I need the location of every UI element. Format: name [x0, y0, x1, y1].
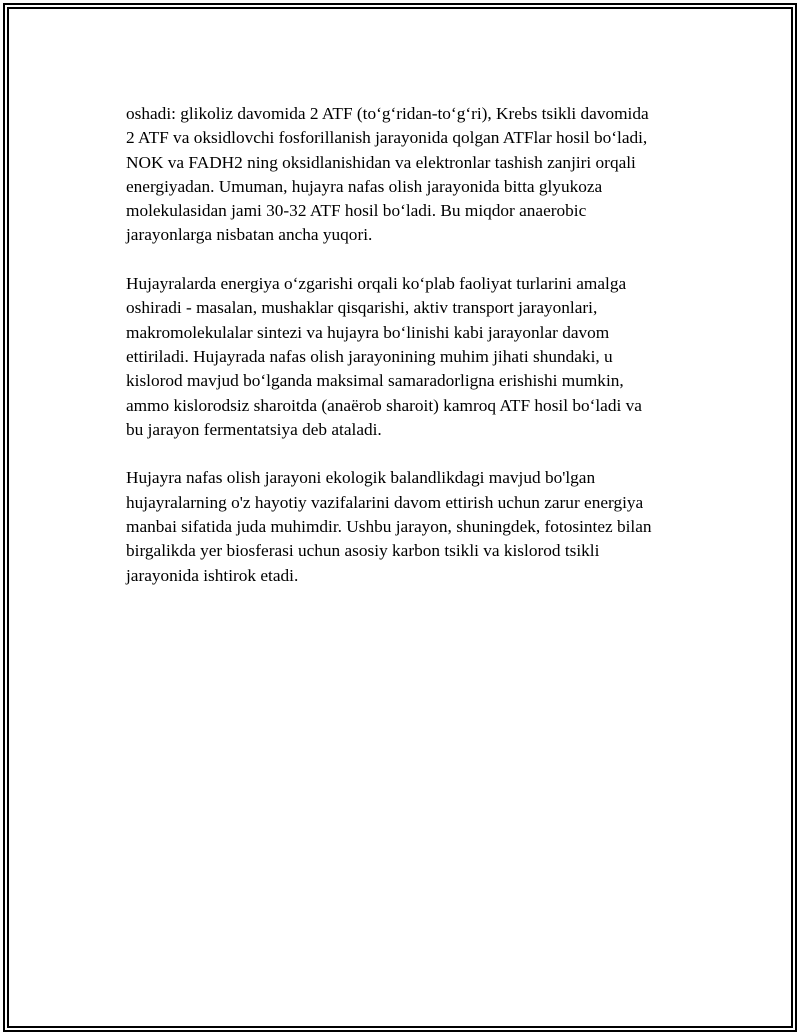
text-line: NOK va FADH2 ning oksidlanishidan va elektronlar tashish zanjiri orqali	[126, 152, 636, 172]
text-line: oshiradi - masalan, mushaklar qisqarishi, aktiv transport jarayonlari,	[126, 298, 598, 318]
text-line: ammo kislorodsiz sharoitda (anaërob sharoit) kamroq ATF hosil bo‘ladi va	[126, 395, 642, 415]
text-line: jarayonlarga nisbatan ancha yuqori.	[126, 225, 373, 245]
text-line: molekulasidan jami 30-32 ATF hosil bo‘ladi. Bu miqdor anaerobic	[126, 201, 587, 221]
document-body	[126, 102, 711, 612]
text-line: Hujayra nafas olish jarayoni ekologik balandlikdagi mavjud bo'lgan	[126, 468, 596, 488]
text-line: manbai sifatida juda muhimdir. Ushbu jarayon, shuningdek, fotosintez bilan	[126, 517, 652, 537]
page-border-frame	[3, 3, 797, 1032]
paragraph-1	[126, 102, 711, 248]
text-line: 2 ATF va oksidlovchi fosforillanish jarayonida qolgan ATFlar hosil bo‘ladi,	[126, 128, 648, 148]
text-line: ettiriladi. Hujayrada nafas olish jarayonining muhim jihati shundaki, u	[126, 346, 613, 366]
text-line: Hujayralarda energiya o‘zgarishi orqali ko‘plab faoliyat turlarini amalga	[126, 274, 627, 294]
text-line: birgalikda yer biosferasi uchun asosiy karbon tsikli va kislorod tsikli	[126, 541, 600, 561]
text-line: jarayonida ishtirok etadi.	[126, 565, 299, 585]
text-line: kislorod mavjud bo‘lganda maksimal samaradorligna erishishi mumkin,	[126, 371, 624, 391]
text-line: hujayralarning o'z hayotiy vazifalarini davom ettirish uchun zarur energiya	[126, 492, 644, 512]
paragraph-2	[126, 272, 711, 442]
text-line: oshadi: glikoliz davomida 2 ATF (to‘g‘ridan-to‘g‘ri), Krebs tsikli davomida	[126, 104, 649, 123]
text-line: energiyadan. Umuman, hujayra nafas olish jarayonida bitta glyukoza	[126, 176, 603, 196]
text-line: makromolekulalar sintezi va hujayra bo‘linishi kabi jarayonlar davom	[126, 322, 610, 342]
text-line: bu jarayon fermentatsiya deb ataladi.	[126, 419, 382, 439]
paragraph-3	[126, 466, 711, 587]
